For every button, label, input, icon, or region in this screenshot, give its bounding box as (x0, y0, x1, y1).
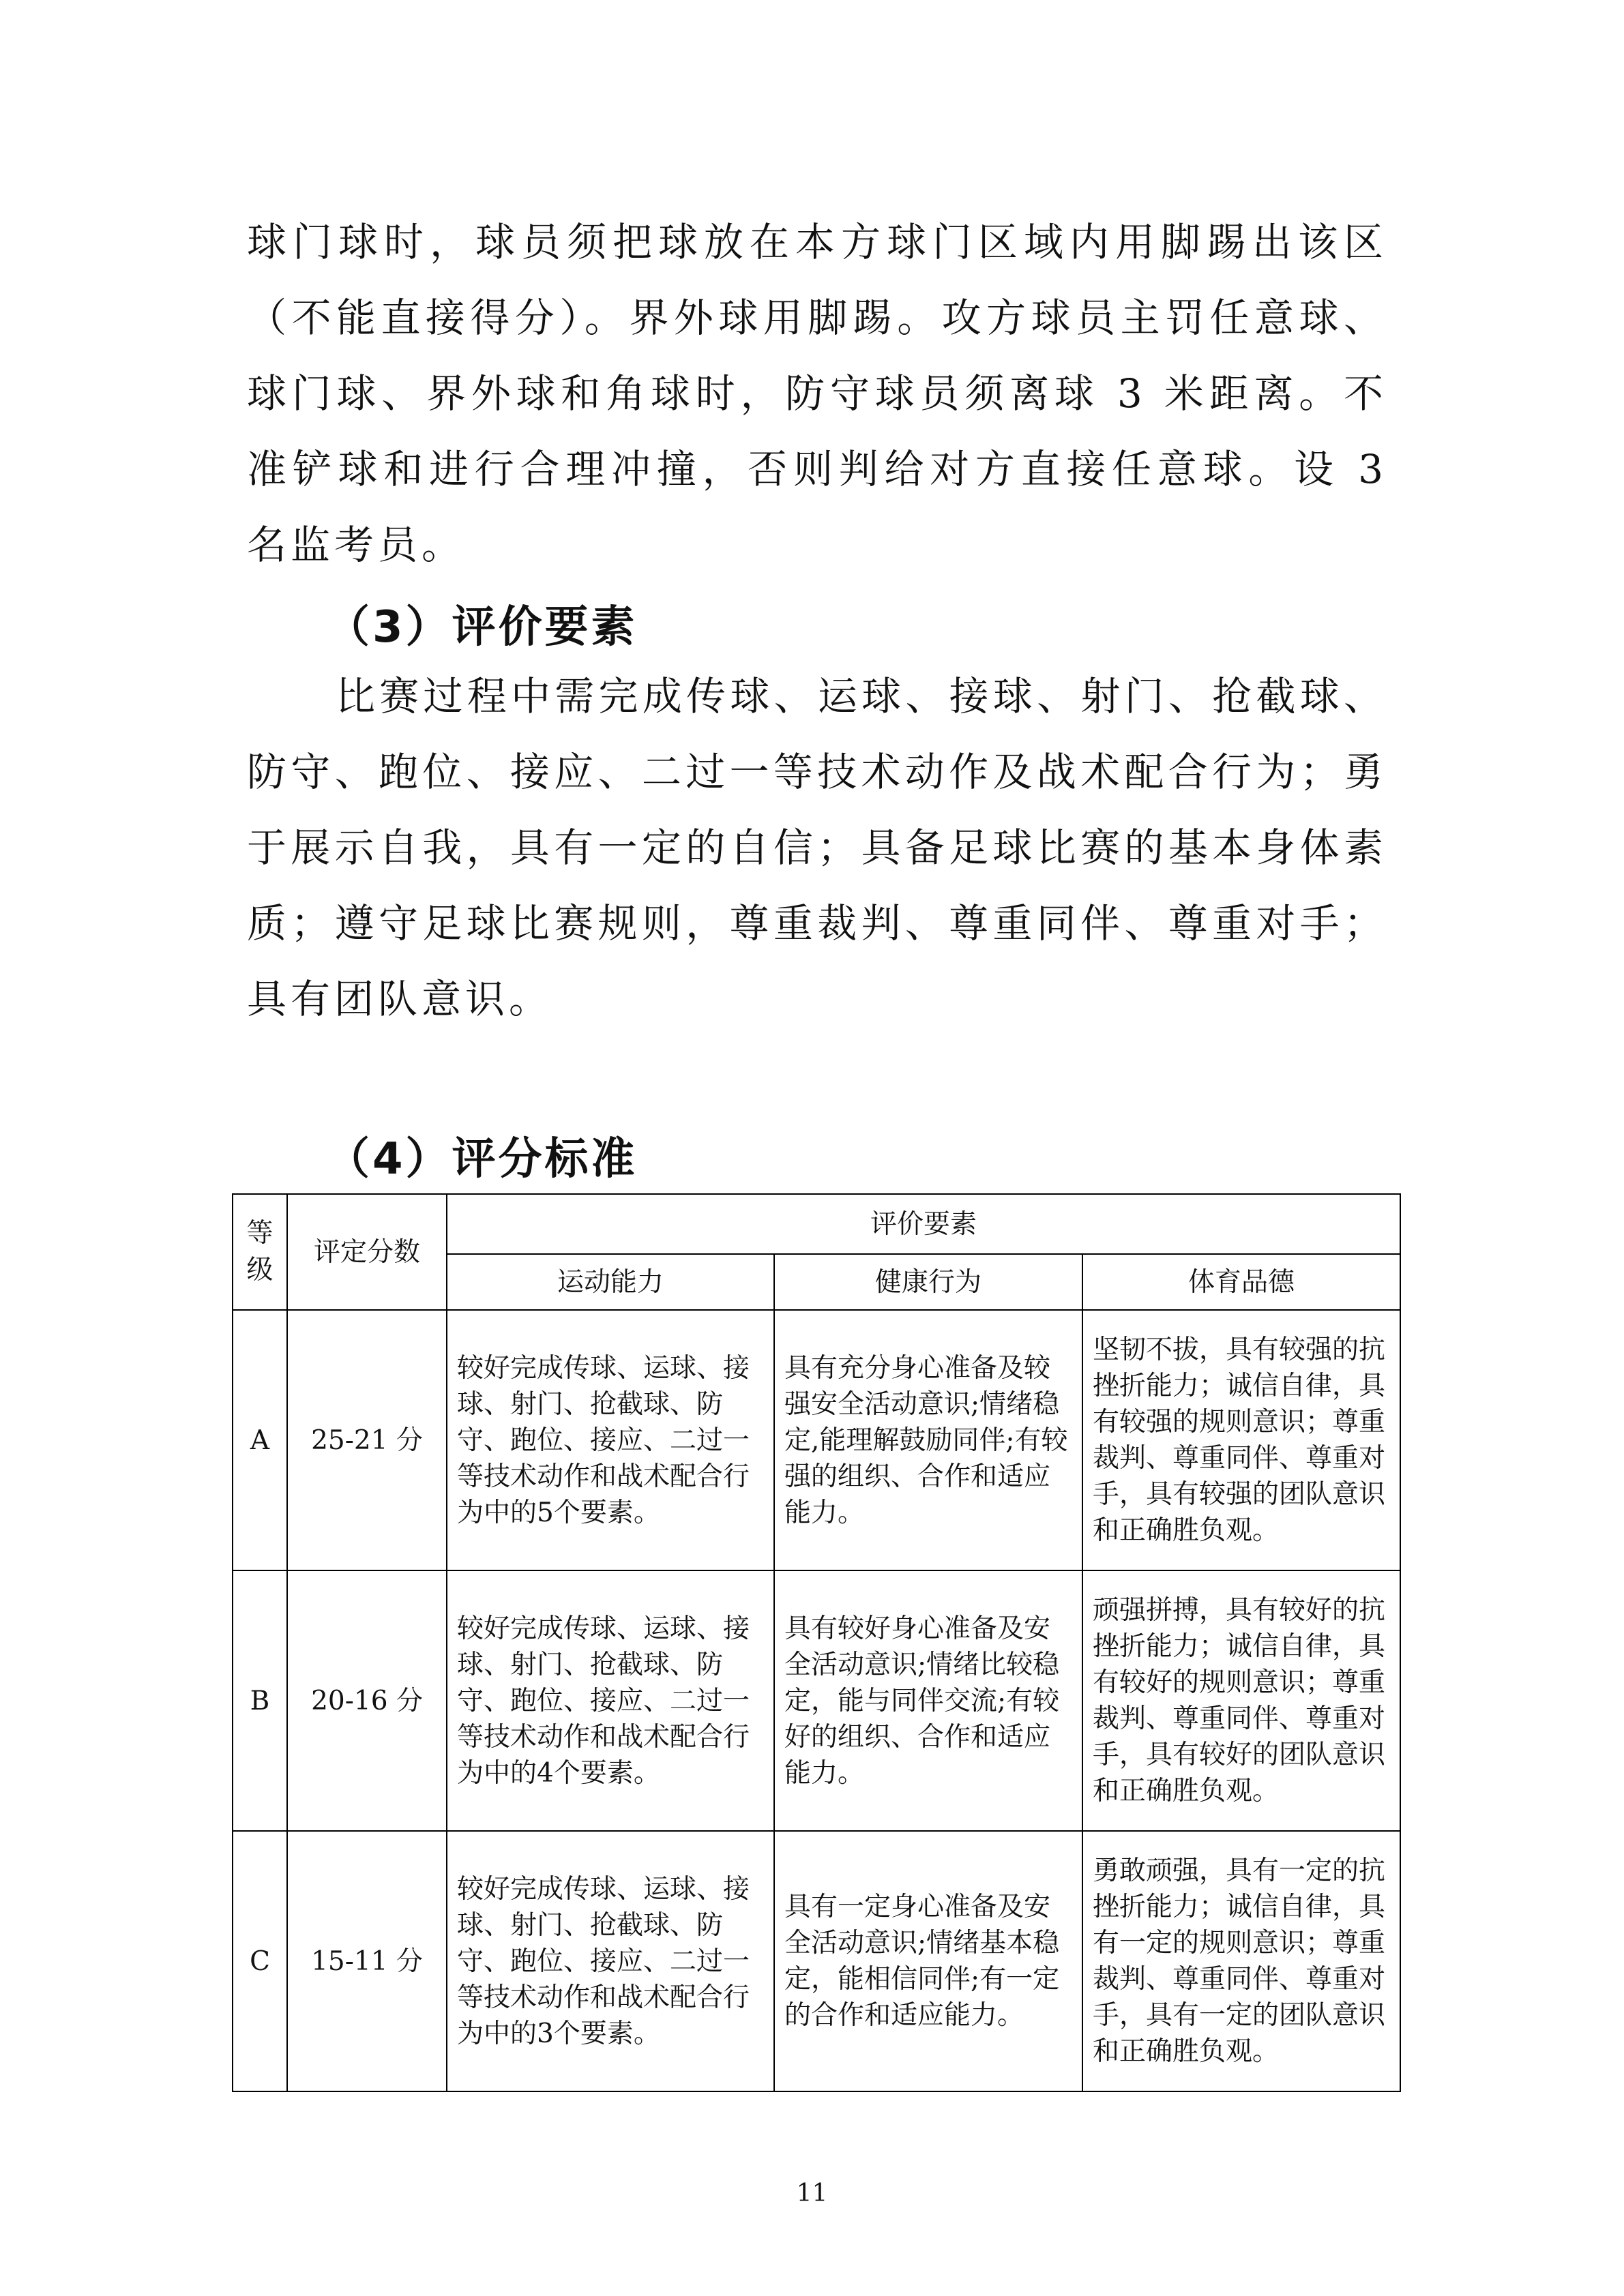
table-header-row (233, 1194, 1400, 1254)
header-evaluation-elements: 评价要素 (447, 1194, 1400, 1254)
health-cell: 具有充分身心准备及较强安全活动意识;情绪稳定,能理解鼓励同伴;有较强的组织、合作和适应能力。 (774, 1310, 1082, 1570)
ethics-cell: 坚韧不拔，具有较强的抗挫折能力；诚信自律，具有较强的规则意识；尊重裁判、尊重同伴、尊重对手，具有较强的团队意识和正确胜负观。 (1082, 1310, 1400, 1570)
table-row (233, 1570, 1400, 1831)
table-row (233, 1310, 1400, 1570)
table-row (233, 1831, 1400, 2091)
header-motor-ability: 运动能力 (447, 1254, 774, 1310)
header-grade: 等级 (233, 1194, 287, 1310)
header-score: 评定分数 (287, 1194, 447, 1310)
score-cell: 20-16 分 (287, 1570, 447, 1831)
section-heading-scoring-criteria: （4）评分标准 (326, 1134, 638, 1184)
header-sports-ethics: 体育品德 (1082, 1254, 1400, 1310)
grade-cell: A (233, 1310, 287, 1570)
header-health-behavior: 健康行为 (774, 1254, 1082, 1310)
health-cell: 具有较好身心准备及安全活动意识;情绪比较稳定，能与同伴交流;有较好的组织、合作和适应能力。 (774, 1570, 1082, 1831)
motor-cell: 较好完成传球、运球、接球、射门、抢截球、防守、跑位、接应、二过一等技术动作和战术配合行为中的3个要素。 (447, 1831, 774, 2091)
motor-cell: 较好完成传球、运球、接球、射门、抢截球、防守、跑位、接应、二过一等技术动作和战术配合行为中的4个要素。 (447, 1570, 774, 1831)
ethics-cell: 勇敢顽强，具有一定的抗挫折能力；诚信自律，具有一定的规则意识；尊重裁判、尊重同伴、尊重对手，具有一定的团队意识和正确胜负观。 (1082, 1831, 1400, 2091)
score-cell: 25-21 分 (287, 1310, 447, 1570)
ethics-cell: 顽强拼搏，具有较好的抗挫折能力；诚信自律，具有较好的规则意识；尊重裁判、尊重同伴、尊重对手，具有较好的团队意识和正确胜负观。 (1082, 1570, 1400, 1831)
paragraph-rules: 球门球时，球员须把球放在本方球门区域内用脚踢出该区（不能直接得分）。界外球用脚踢。攻方球员主罚任意球、球门球、界外球和角球时，防守球员须离球 3 米距离。不准铲球和进行合理冲撞，否则判给对方直接任意球。设 3 名监考员。 (247, 219, 1387, 568)
section-heading-evaluation-elements: （3）评价要素 (326, 602, 638, 653)
grade-cell: C (233, 1831, 287, 2091)
score-cell: 15-11 分 (287, 1831, 447, 2091)
page-number: 11 (796, 2179, 828, 2207)
paragraph-evaluation-elements: 比赛过程中需完成传球、运球、接球、射门、抢截球、防守、跑位、接应、二过一等技术动作及战术配合行为；勇于展示自我，具有一定的自信；具备足球比赛的基本身体素质；遵守足球比赛规则，尊重裁判、尊重同伴、尊重对手；具有团队意识。 (247, 673, 1387, 1022)
grade-cell: B (233, 1570, 287, 1831)
motor-cell: 较好完成传球、运球、接球、射门、抢截球、防守、跑位、接应、二过一等技术动作和战术配合行为中的5个要素。 (447, 1310, 774, 1570)
scoring-table (232, 1193, 1401, 2092)
health-cell: 具有一定身心准备及安全活动意识;情绪基本稳定，能相信同伴;有一定的合作和适应能力。 (774, 1831, 1082, 2091)
